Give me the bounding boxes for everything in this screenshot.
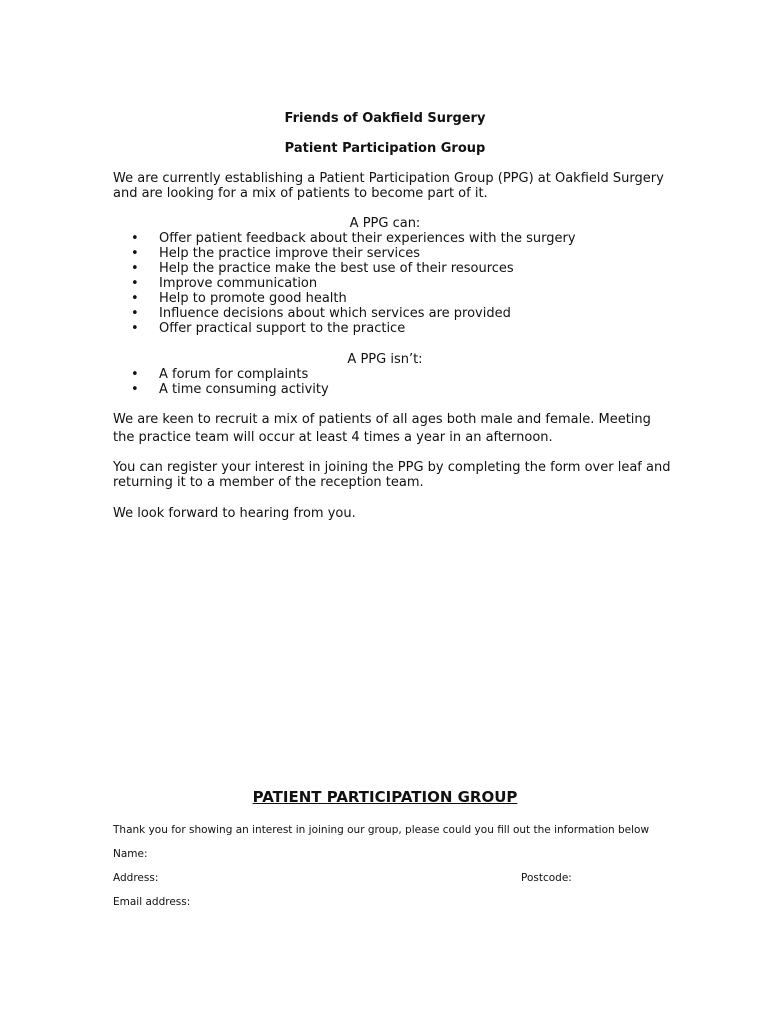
list-item-text: Help to promote good health (159, 291, 347, 306)
list-item (131, 306, 576, 321)
register-line-2: returning it to a member of the reception team. (113, 475, 424, 490)
list-item-text: Offer practical support to the practice (159, 321, 406, 336)
form-intro: Thank you for showing an interest in joining our group, please could you fill out the information below (113, 824, 650, 836)
closing-line: We look forward to hearing from you. (113, 506, 356, 521)
bullet-icon: • (131, 321, 139, 336)
document-title: Friends of Oakfield Surgery (284, 111, 486, 126)
list-item-text: A time consuming activity (159, 382, 329, 397)
bullet-icon: • (131, 382, 139, 397)
list-item-text: Help the practice make the best use of their resources (159, 261, 514, 276)
intro-line-1: We are currently establishing a Patient Participation Group (PPG) at Oakfield Surgery (113, 171, 664, 186)
bullet-icon: • (131, 231, 139, 246)
recruit-line-2: the practice team will occur at least 4 times a year in an afternoon. (113, 430, 553, 445)
bullet-icon: • (131, 261, 139, 276)
document-subtitle: Patient Participation Group (284, 141, 486, 156)
postcode-field-label: Postcode: (521, 872, 572, 884)
intro-line-2: and are looking for a mix of patients to become part of it. (113, 186, 488, 201)
list-item-text: Help the practice improve their services (159, 246, 421, 261)
recruit-line-1: We are keen to recruit a mix of patients of all ages both male and female. Meeting (113, 412, 651, 427)
list-item-text: Influence decisions about which services are provided (159, 306, 511, 321)
register-line-1: You can register your interest in joining the PPG by completing the form over leaf and (113, 460, 671, 475)
list-item (131, 246, 576, 261)
list-item (131, 367, 329, 382)
list-item (131, 321, 576, 336)
list-item (131, 276, 576, 291)
list-item (131, 382, 329, 397)
bullet-icon: • (131, 367, 139, 382)
bullet-icon: • (131, 246, 139, 261)
list-item-text: Offer patient feedback about their experiences with the surgery (159, 231, 576, 246)
list-item (131, 291, 576, 306)
address-field-label: Address: (113, 872, 159, 884)
list-item-text: Improve communication (159, 276, 318, 291)
bullet-icon: • (131, 276, 139, 291)
ppg-isnt-list (131, 367, 329, 397)
ppg-isnt-heading: A PPG isn’t: (347, 352, 423, 367)
list-item (131, 231, 576, 246)
list-item (131, 261, 576, 276)
email-field-label: Email address: (113, 896, 191, 908)
ppg-can-list (131, 231, 576, 336)
bullet-icon: • (131, 306, 139, 321)
form-heading: PATIENT PARTICIPATION GROUP (252, 788, 518, 806)
list-item-text: A forum for complaints (159, 367, 309, 382)
ppg-can-heading: A PPG can: (349, 216, 421, 231)
bullet-icon: • (131, 291, 139, 306)
name-field-label: Name: (113, 848, 148, 860)
